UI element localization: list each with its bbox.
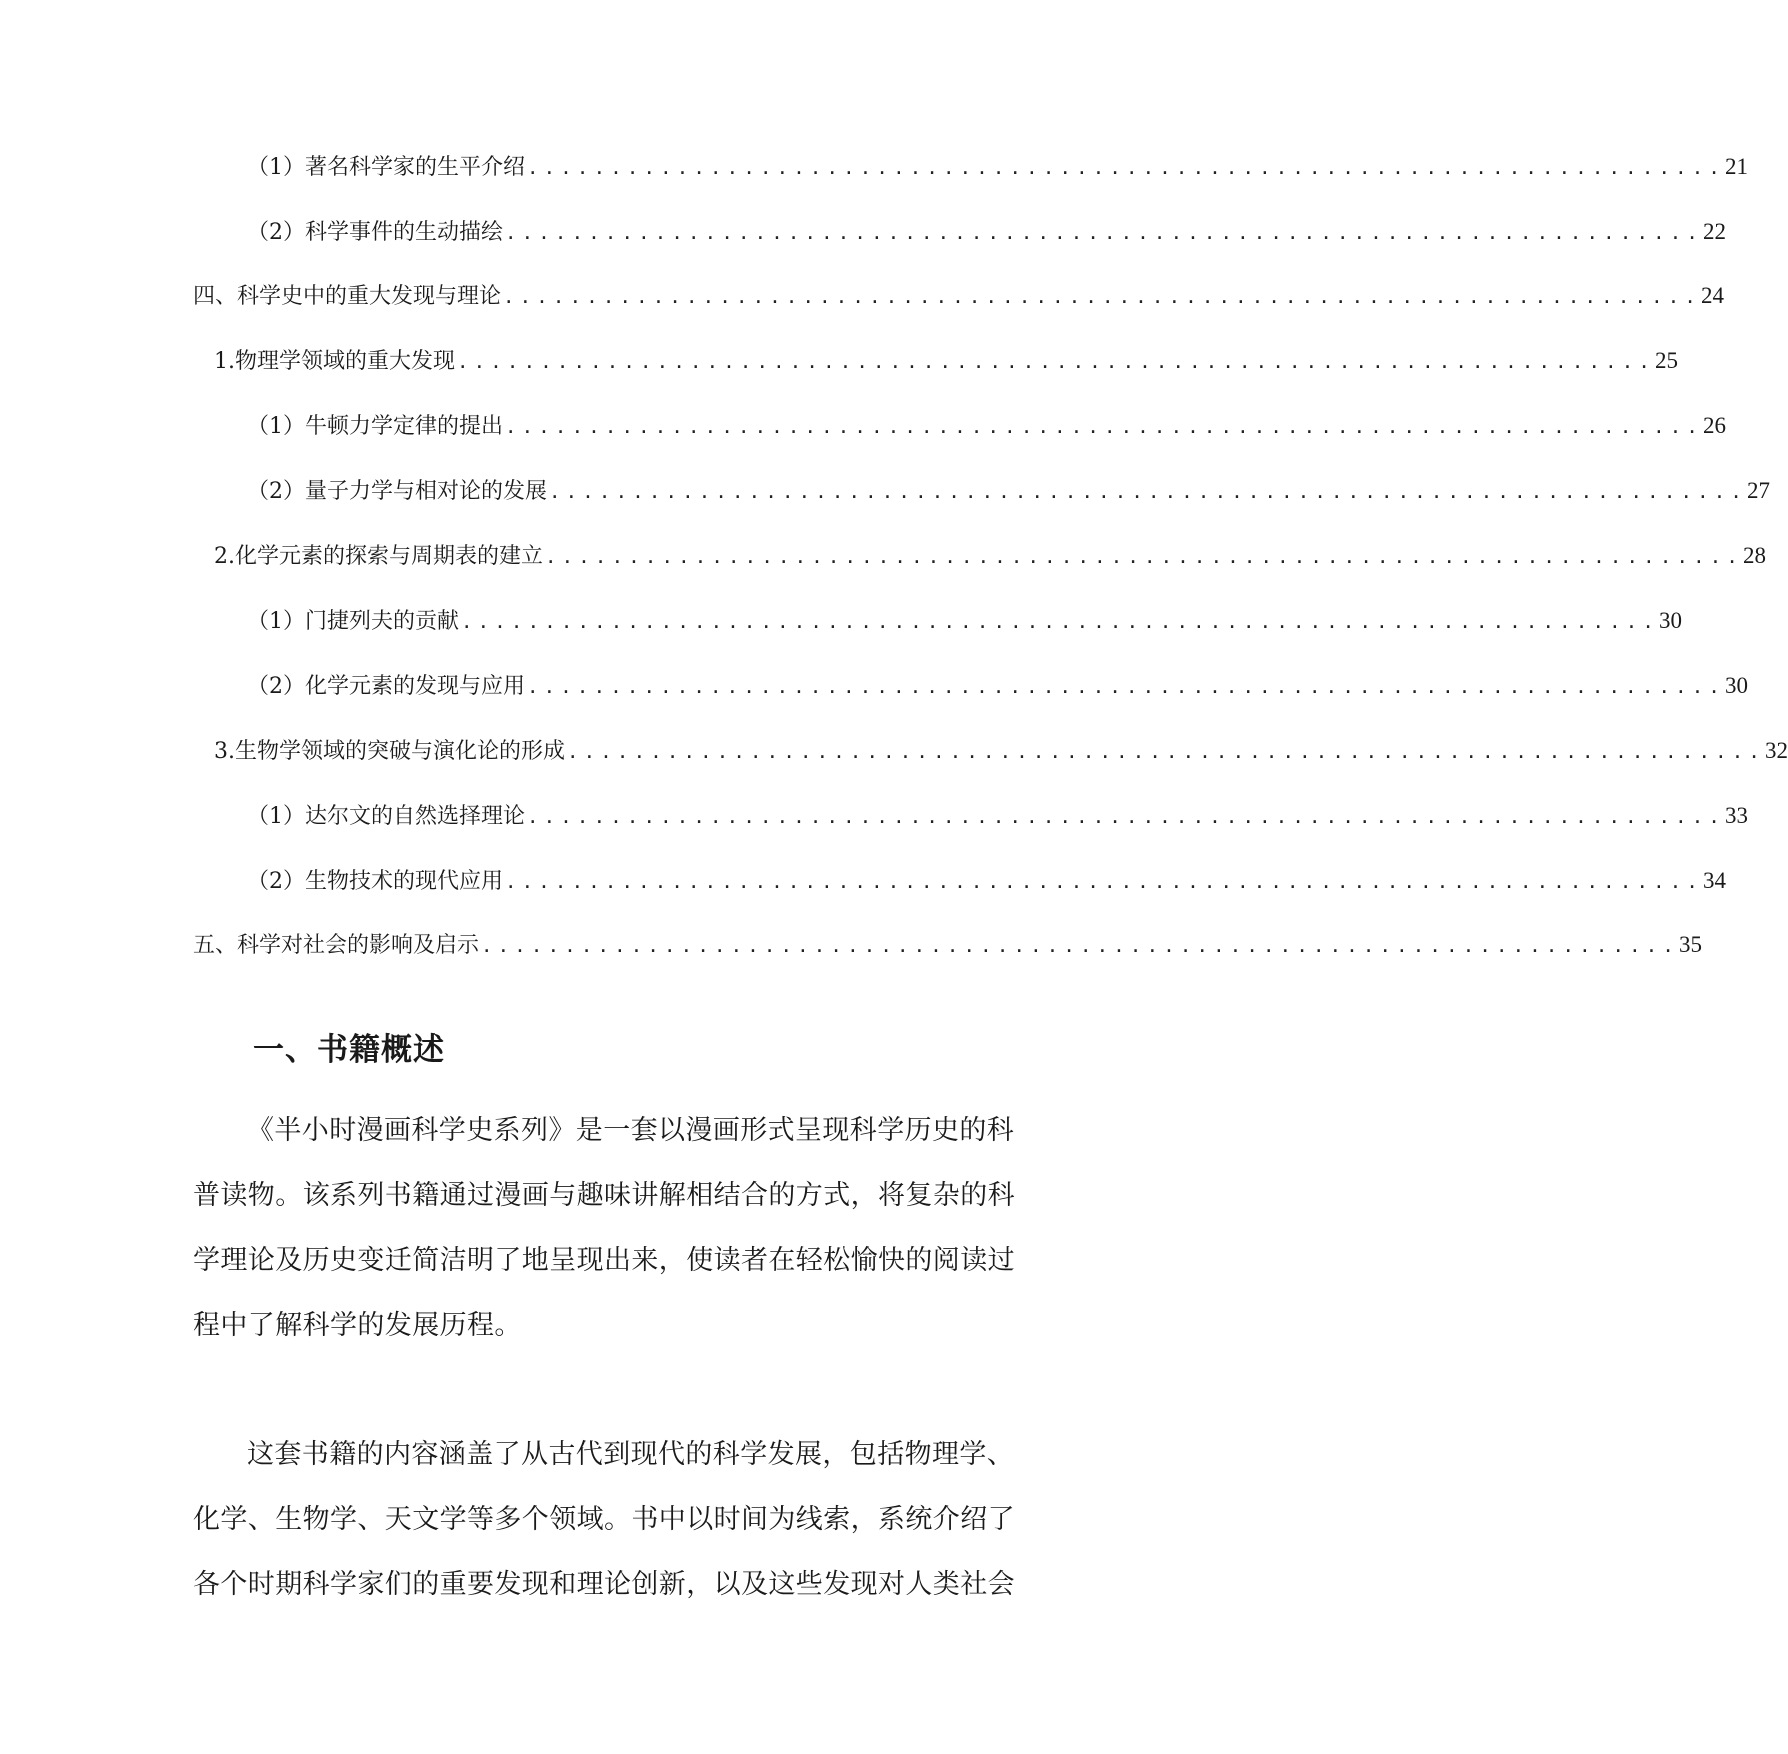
toc-entry-number: （2） xyxy=(247,220,305,245)
toc-entry[interactable] xyxy=(193,930,1703,961)
toc-leader-dots: ........................................................................ xyxy=(505,222,1704,244)
toc-entry-page: 24 xyxy=(1701,283,1725,308)
toc-leader-dots: ........................................................................ xyxy=(505,416,1704,438)
toc-entry[interactable] xyxy=(193,281,1725,312)
toc-entry[interactable] xyxy=(247,217,1727,248)
toc-leader-dots: ........................................................................ xyxy=(527,157,1726,179)
paragraph-overview xyxy=(193,1098,1063,1358)
toc-leader-dots: ........................................................................ xyxy=(481,935,1680,957)
toc-entry-page: 32 xyxy=(1765,738,1788,763)
paragraph-line: 化学、生物学、天文学等多个领域。书中以时间为线索，系统介绍了 xyxy=(193,1504,1015,1535)
toc-entry-title: 科学事件的生动描绘 xyxy=(305,220,504,245)
toc-entry-title: 生物学领域的突破与演化论的形成 xyxy=(235,739,566,764)
toc-leader-dots: ........................................................................ xyxy=(567,741,1766,763)
paragraph-content xyxy=(193,1422,1063,1617)
toc-entry-page: 22 xyxy=(1703,219,1727,244)
toc-entry[interactable] xyxy=(247,866,1727,897)
toc-entry-title: 牛顿力学定律的提出 xyxy=(305,414,504,439)
toc-entry-number: （1） xyxy=(247,609,305,634)
paragraph-line: 《半小时漫画科学史系列》是一套以漫画形式呈现科学历史的科 xyxy=(247,1115,1015,1146)
toc-entry-title: 门捷列夫的贡献 xyxy=(305,609,460,634)
toc-entry-number: （2） xyxy=(247,869,305,894)
toc-entry-title: 达尔文的自然选择理论 xyxy=(305,804,526,829)
toc-entry-title: 生物技术的现代应用 xyxy=(305,869,504,894)
toc-entry[interactable] xyxy=(247,411,1727,442)
toc-entry[interactable] xyxy=(214,736,1788,767)
toc-entry[interactable] xyxy=(247,606,1683,637)
toc-leader-dots: ........................................................................ xyxy=(527,676,1726,698)
paragraph-line: 普读物。该系列书籍通过漫画与趣味讲解相结合的方式，将复杂的科 xyxy=(193,1180,1015,1211)
toc-entry-title: 物理学领域的重大发现 xyxy=(235,349,456,374)
toc-entry[interactable] xyxy=(214,541,1767,572)
paragraph-line: 这套书籍的内容涵盖了从古代到现代的科学发展，包括物理学、 xyxy=(247,1439,1015,1470)
toc-entry-page: 30 xyxy=(1725,673,1749,698)
toc-entry-number: （1） xyxy=(247,414,305,439)
toc-entry[interactable] xyxy=(247,801,1749,832)
toc-entry-page: 26 xyxy=(1703,413,1727,438)
toc-entry-page: 27 xyxy=(1747,478,1771,503)
toc-entry-title: 五、科学对社会的影响及启示 xyxy=(193,933,480,958)
toc-leader-dots: ........................................................................ xyxy=(503,286,1702,308)
toc-leader-dots: ........................................................................ xyxy=(549,481,1748,503)
toc-entry-page: 21 xyxy=(1725,154,1749,179)
toc-entry[interactable] xyxy=(247,152,1749,183)
toc-leader-dots: ........................................................................ xyxy=(527,806,1726,828)
toc-entry-title: 量子力学与相对论的发展 xyxy=(305,479,548,504)
toc-leader-dots: ........................................................................ xyxy=(545,546,1744,568)
paragraph-line: 学理论及历史变迁简洁明了地呈现出来，使读者在轻松愉快的阅读过 xyxy=(193,1245,1015,1276)
toc-entry[interactable] xyxy=(247,476,1771,507)
toc-entry-title: 四、科学史中的重大发现与理论 xyxy=(193,284,502,309)
toc-entry-page: 35 xyxy=(1679,932,1703,957)
toc-entry-number: 3. xyxy=(214,739,235,764)
toc-entry[interactable] xyxy=(247,671,1749,702)
toc-entry-page: 34 xyxy=(1703,868,1727,893)
toc-entry-title: 化学元素的发现与应用 xyxy=(305,674,526,699)
toc-entry-number: 2. xyxy=(214,544,235,569)
section-heading: 一、书籍概述 xyxy=(253,1032,445,1068)
paragraph-line: 程中了解科学的发展历程。 xyxy=(193,1310,522,1341)
toc-entry-title: 化学元素的探索与周期表的建立 xyxy=(235,544,544,569)
toc-leader-dots: ........................................................................ xyxy=(505,871,1704,893)
toc-entry-page: 25 xyxy=(1655,348,1679,373)
toc-entry-title: 著名科学家的生平介绍 xyxy=(305,155,526,180)
toc-leader-dots: ........................................................................ xyxy=(457,351,1656,373)
toc-entry-page: 30 xyxy=(1659,608,1683,633)
toc-entry-number: （1） xyxy=(247,155,305,180)
toc-entry[interactable] xyxy=(214,346,1679,377)
toc-leader-dots: ........................................................................ xyxy=(461,611,1660,633)
toc-entry-number: （1） xyxy=(247,804,305,829)
toc-entry-number: 1. xyxy=(214,349,235,374)
toc-entry-number: （2） xyxy=(247,674,305,699)
toc-entry-page: 28 xyxy=(1743,543,1767,568)
toc-entry-number: （2） xyxy=(247,479,305,504)
toc-entry-page: 33 xyxy=(1725,803,1749,828)
paragraph-line: 各个时期科学家们的重要发现和理论创新，以及这些发现对人类社会 xyxy=(193,1569,1015,1600)
